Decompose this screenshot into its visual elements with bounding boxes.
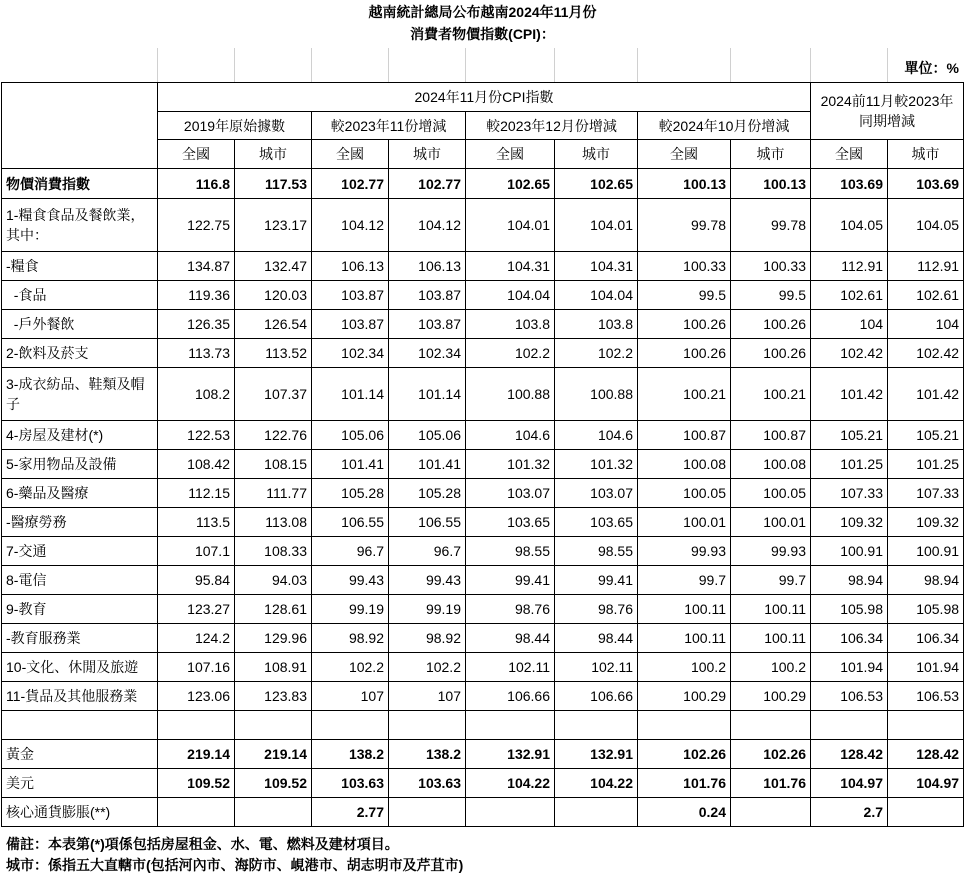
table-row (2, 199, 964, 252)
value-cell: 108.42 (158, 450, 235, 479)
cpi-table (1, 82, 964, 827)
value-cell: 104.22 (555, 769, 638, 798)
value-cell: 109.52 (235, 769, 312, 798)
value-cell: 100.26 (638, 310, 731, 339)
value-cell: 98.76 (466, 595, 555, 624)
value-cell: 126.54 (235, 310, 312, 339)
row-label: 9-教育 (2, 595, 158, 624)
value-cell: 101.25 (888, 450, 964, 479)
value-cell: 96.7 (312, 537, 389, 566)
row-label: -食品 (2, 281, 158, 310)
value-cell: 128.42 (811, 740, 888, 769)
empty-cell (466, 711, 555, 740)
empty-cell (731, 711, 811, 740)
vs-dec-2023-header: 較2023年12月份增減 (466, 112, 638, 140)
title-line-1: 越南統計總局公布越南2024年11月份 (368, 4, 597, 20)
value-cell: 100.87 (731, 421, 811, 450)
value-cell: 100.05 (731, 479, 811, 508)
row-label: -戶外餐飲 (2, 310, 158, 339)
value-cell: 101.42 (811, 368, 888, 421)
table-row (2, 479, 964, 508)
value-cell: 109.32 (811, 508, 888, 537)
value-cell: 107.33 (811, 479, 888, 508)
value-cell: 101.32 (555, 450, 638, 479)
value-cell: 103.69 (811, 169, 888, 199)
row-label: 10-文化、休閒及旅遊 (2, 653, 158, 682)
table-row (2, 566, 964, 595)
national-column-header: 全國 (158, 140, 235, 169)
value-cell: 106.66 (555, 682, 638, 711)
value-cell (466, 798, 555, 827)
value-cell: 138.2 (312, 740, 389, 769)
value-cell: 101.94 (888, 653, 964, 682)
value-cell: 104 (811, 310, 888, 339)
urban-column-header: 城市 (555, 140, 638, 169)
table-row (2, 595, 964, 624)
value-cell: 107 (312, 682, 389, 711)
value-cell: 103.65 (466, 508, 555, 537)
value-cell: 100.33 (731, 252, 811, 281)
value-cell: 98.94 (888, 566, 964, 595)
row-label: 物價消費指數 (2, 169, 158, 199)
value-cell: 104.97 (888, 769, 964, 798)
table-row (2, 310, 964, 339)
value-cell: 128.42 (888, 740, 964, 769)
value-cell: 106.13 (389, 252, 466, 281)
value-cell: 100.26 (731, 339, 811, 368)
value-cell: 0.24 (638, 798, 731, 827)
value-cell: 103.07 (466, 479, 555, 508)
value-cell: 104.22 (466, 769, 555, 798)
value-cell: 2.7 (811, 798, 888, 827)
value-cell: 106.66 (466, 682, 555, 711)
value-cell: 100.11 (731, 624, 811, 653)
empty-cell (389, 711, 466, 740)
empty-cell (2, 711, 158, 740)
value-cell: 113.73 (158, 339, 235, 368)
row-label: 11-貨品及其他服務業 (2, 682, 158, 711)
value-cell: 102.61 (888, 281, 964, 310)
value-cell: 100.05 (638, 479, 731, 508)
value-cell: 104.12 (389, 199, 466, 252)
value-cell: 100.08 (638, 450, 731, 479)
value-cell: 100.13 (638, 169, 731, 199)
value-cell: 100.08 (731, 450, 811, 479)
table-row (2, 252, 964, 281)
value-cell: 102.11 (466, 653, 555, 682)
empty-cell (158, 711, 235, 740)
value-cell: 132.47 (235, 252, 312, 281)
value-cell: 104.31 (466, 252, 555, 281)
value-cell: 107.33 (888, 479, 964, 508)
cpi-group-header: 2024年11月份CPI指數 (158, 83, 811, 112)
value-cell: 100.88 (466, 368, 555, 421)
value-cell (555, 798, 638, 827)
value-cell: 109.32 (888, 508, 964, 537)
value-cell: 103.8 (466, 310, 555, 339)
value-cell: 98.94 (811, 566, 888, 595)
value-cell: 99.19 (389, 595, 466, 624)
value-cell: 134.87 (158, 252, 235, 281)
value-cell: 102.34 (312, 339, 389, 368)
vs-nov-2023-header: 較2023年11份增減 (312, 112, 466, 140)
value-cell: 102.2 (389, 653, 466, 682)
value-cell: 104 (888, 310, 964, 339)
row-label: 8-電信 (2, 566, 158, 595)
value-cell: 102.2 (555, 339, 638, 368)
value-cell: 106.53 (888, 682, 964, 711)
value-cell: 108.33 (235, 537, 312, 566)
value-cell: 102.34 (389, 339, 466, 368)
value-cell: 219.14 (158, 740, 235, 769)
value-cell: 100.01 (638, 508, 731, 537)
table-row (2, 169, 964, 199)
footnote-line-1: 備註：本表第(*)項係包括房屋租金、水、電、燃料及建材項目。 (6, 836, 399, 852)
ytd-group-header: 2024前11月較2023年同期增減 (811, 83, 964, 140)
value-cell: 100.33 (638, 252, 731, 281)
row-label: -教育服務業 (2, 624, 158, 653)
value-cell: 101.42 (888, 368, 964, 421)
empty-cell (235, 711, 312, 740)
value-cell: 104.31 (555, 252, 638, 281)
usd-row (2, 769, 964, 798)
value-cell: 99.43 (312, 566, 389, 595)
value-cell: 99.7 (638, 566, 731, 595)
value-cell: 100.26 (638, 339, 731, 368)
header-blank-cell (2, 83, 158, 169)
value-cell: 138.2 (389, 740, 466, 769)
table-row (2, 368, 964, 421)
row-label: 黃金 (2, 740, 158, 769)
value-cell: 99.5 (638, 281, 731, 310)
value-cell: 104.6 (466, 421, 555, 450)
value-cell: 111.77 (235, 479, 312, 508)
unit-label: 單位：% (904, 60, 959, 76)
value-cell: 109.52 (158, 769, 235, 798)
value-cell: 122.53 (158, 421, 235, 450)
value-cell: 113.52 (235, 339, 312, 368)
value-cell: 113.5 (158, 508, 235, 537)
value-cell: 101.14 (389, 368, 466, 421)
table-row (2, 653, 964, 682)
core-inflation-row (2, 798, 964, 827)
value-cell: 104.12 (312, 199, 389, 252)
value-cell: 100.13 (731, 169, 811, 199)
gold-row (2, 740, 964, 769)
value-cell: 103.87 (389, 281, 466, 310)
value-cell: 105.06 (312, 421, 389, 450)
value-cell: 107.37 (235, 368, 312, 421)
value-cell: 100.11 (731, 595, 811, 624)
value-cell: 104.05 (811, 199, 888, 252)
value-cell: 106.34 (811, 624, 888, 653)
value-cell: 2.77 (312, 798, 389, 827)
value-cell: 120.03 (235, 281, 312, 310)
title-line-2: 消費者物價指數(CPI)： (410, 26, 555, 42)
value-cell: 112.91 (888, 252, 964, 281)
value-cell: 106.53 (811, 682, 888, 711)
value-cell: 104.97 (811, 769, 888, 798)
footnote-line-2: 城市：係指五大直轄市(包括河內市、海防市、峴港市、胡志明市及芹苴市) (6, 857, 464, 873)
value-cell: 219.14 (235, 740, 312, 769)
value-cell: 102.77 (312, 169, 389, 199)
value-cell: 100.88 (555, 368, 638, 421)
value-cell: 100.01 (731, 508, 811, 537)
value-cell: 99.41 (466, 566, 555, 595)
table-row (2, 682, 964, 711)
value-cell: 104.05 (888, 199, 964, 252)
value-cell: 102.2 (312, 653, 389, 682)
value-cell: 106.55 (389, 508, 466, 537)
table-row (2, 339, 964, 368)
value-cell: 103.65 (555, 508, 638, 537)
value-cell (389, 798, 466, 827)
value-cell: 101.14 (312, 368, 389, 421)
value-cell: 105.98 (888, 595, 964, 624)
value-cell: 123.27 (158, 595, 235, 624)
spacer-row (2, 711, 964, 740)
value-cell: 100.21 (731, 368, 811, 421)
value-cell: 112.91 (811, 252, 888, 281)
value-cell: 98.92 (312, 624, 389, 653)
national-column-header: 全國 (312, 140, 389, 169)
value-cell: 102.65 (466, 169, 555, 199)
value-cell: 103.69 (888, 169, 964, 199)
value-cell: 99.43 (389, 566, 466, 595)
value-cell: 107.16 (158, 653, 235, 682)
empty-grid-row (0, 48, 965, 82)
value-cell: 106.55 (312, 508, 389, 537)
value-cell: 106.34 (888, 624, 964, 653)
value-cell: 102.2 (466, 339, 555, 368)
value-cell: 108.91 (235, 653, 312, 682)
empty-cell (555, 711, 638, 740)
urban-column-header: 城市 (235, 140, 312, 169)
table-row (2, 281, 964, 310)
row-label: -糧食 (2, 252, 158, 281)
value-cell: 102.42 (811, 339, 888, 368)
value-cell: 99.19 (312, 595, 389, 624)
value-cell: 98.76 (555, 595, 638, 624)
value-cell: 102.42 (888, 339, 964, 368)
empty-cell (811, 711, 888, 740)
urban-column-header: 城市 (888, 140, 964, 169)
base-2019-header: 2019年原始據數 (158, 112, 312, 140)
value-cell: 116.8 (158, 169, 235, 199)
row-label: 1-糧食食品及餐飲業，其中： (2, 199, 158, 252)
empty-cell (888, 711, 964, 740)
value-cell: 101.41 (312, 450, 389, 479)
value-cell: 105.28 (389, 479, 466, 508)
table-row (2, 450, 964, 479)
value-cell: 100.29 (638, 682, 731, 711)
value-cell: 102.26 (638, 740, 731, 769)
value-cell: 113.08 (235, 508, 312, 537)
row-label: -醫療勞務 (2, 508, 158, 537)
value-cell: 99.41 (555, 566, 638, 595)
urban-column-header: 城市 (389, 140, 466, 169)
value-cell: 104.04 (466, 281, 555, 310)
value-cell: 103.07 (555, 479, 638, 508)
table-row (2, 537, 964, 566)
value-cell: 123.06 (158, 682, 235, 711)
value-cell: 103.87 (389, 310, 466, 339)
value-cell: 96.7 (389, 537, 466, 566)
value-cell: 94.03 (235, 566, 312, 595)
value-cell: 102.77 (389, 169, 466, 199)
empty-cell (638, 711, 731, 740)
value-cell: 103.87 (312, 281, 389, 310)
row-label: 2-飲料及菸支 (2, 339, 158, 368)
value-cell: 102.26 (731, 740, 811, 769)
value-cell: 99.7 (731, 566, 811, 595)
value-cell: 98.55 (466, 537, 555, 566)
value-cell: 99.5 (731, 281, 811, 310)
value-cell: 98.92 (389, 624, 466, 653)
value-cell: 108.2 (158, 368, 235, 421)
value-cell: 101.41 (389, 450, 466, 479)
value-cell: 101.76 (731, 769, 811, 798)
value-cell: 119.36 (158, 281, 235, 310)
national-column-header: 全國 (811, 140, 888, 169)
value-cell: 107 (389, 682, 466, 711)
value-cell: 105.28 (312, 479, 389, 508)
value-cell: 105.06 (389, 421, 466, 450)
value-cell: 117.53 (235, 169, 312, 199)
value-cell: 99.93 (731, 537, 811, 566)
value-cell: 104.6 (555, 421, 638, 450)
row-label: 3-成衣紡品、鞋類及帽子 (2, 368, 158, 421)
value-cell: 101.94 (811, 653, 888, 682)
value-cell: 105.21 (811, 421, 888, 450)
value-cell: 104.01 (555, 199, 638, 252)
urban-column-header: 城市 (731, 140, 811, 169)
value-cell: 99.78 (638, 199, 731, 252)
value-cell: 100.91 (888, 537, 964, 566)
empty-cell (312, 711, 389, 740)
row-label: 美元 (2, 769, 158, 798)
value-cell: 100.2 (638, 653, 731, 682)
row-label: 核心通貨膨脹(**) (2, 798, 158, 827)
value-cell: 98.44 (466, 624, 555, 653)
table-row (2, 624, 964, 653)
value-cell: 101.76 (638, 769, 731, 798)
row-label: 4-房屋及建材(*) (2, 421, 158, 450)
value-cell: 103.63 (389, 769, 466, 798)
value-cell: 105.98 (811, 595, 888, 624)
value-cell: 106.13 (312, 252, 389, 281)
table-row (2, 508, 964, 537)
value-cell: 122.75 (158, 199, 235, 252)
value-cell: 103.63 (312, 769, 389, 798)
value-cell: 101.32 (466, 450, 555, 479)
value-cell: 122.76 (235, 421, 312, 450)
value-cell: 99.93 (638, 537, 731, 566)
value-cell: 101.25 (811, 450, 888, 479)
value-cell: 123.83 (235, 682, 312, 711)
value-cell: 102.65 (555, 169, 638, 199)
row-label: 7-交通 (2, 537, 158, 566)
value-cell: 103.8 (555, 310, 638, 339)
value-cell: 105.21 (888, 421, 964, 450)
value-cell (235, 798, 312, 827)
value-cell: 100.91 (811, 537, 888, 566)
value-cell: 132.91 (555, 740, 638, 769)
national-column-header: 全國 (466, 140, 555, 169)
value-cell: 104.01 (466, 199, 555, 252)
value-cell (888, 798, 964, 827)
vs-oct-2024-header: 較2024年10月份增減 (638, 112, 811, 140)
footnotes (6, 834, 463, 876)
value-cell (158, 798, 235, 827)
value-cell: 112.15 (158, 479, 235, 508)
value-cell: 107.1 (158, 537, 235, 566)
value-cell: 108.15 (235, 450, 312, 479)
value-cell: 104.04 (555, 281, 638, 310)
value-cell: 132.91 (466, 740, 555, 769)
table-row (2, 421, 964, 450)
value-cell (731, 798, 811, 827)
value-cell: 99.78 (731, 199, 811, 252)
row-label: 5-家用物品及設備 (2, 450, 158, 479)
value-cell: 102.61 (811, 281, 888, 310)
value-cell: 100.26 (731, 310, 811, 339)
row-label: 6-藥品及醫療 (2, 479, 158, 508)
value-cell: 124.2 (158, 624, 235, 653)
value-cell: 98.55 (555, 537, 638, 566)
value-cell: 126.35 (158, 310, 235, 339)
value-cell: 103.87 (312, 310, 389, 339)
value-cell: 128.61 (235, 595, 312, 624)
value-cell: 98.44 (555, 624, 638, 653)
value-cell: 100.29 (731, 682, 811, 711)
value-cell: 100.11 (638, 624, 731, 653)
value-cell: 100.2 (731, 653, 811, 682)
value-cell: 123.17 (235, 199, 312, 252)
value-cell: 100.87 (638, 421, 731, 450)
national-column-header: 全國 (638, 140, 731, 169)
value-cell: 102.11 (555, 653, 638, 682)
value-cell: 129.96 (235, 624, 312, 653)
value-cell: 95.84 (158, 566, 235, 595)
value-cell: 100.21 (638, 368, 731, 421)
value-cell: 100.11 (638, 595, 731, 624)
